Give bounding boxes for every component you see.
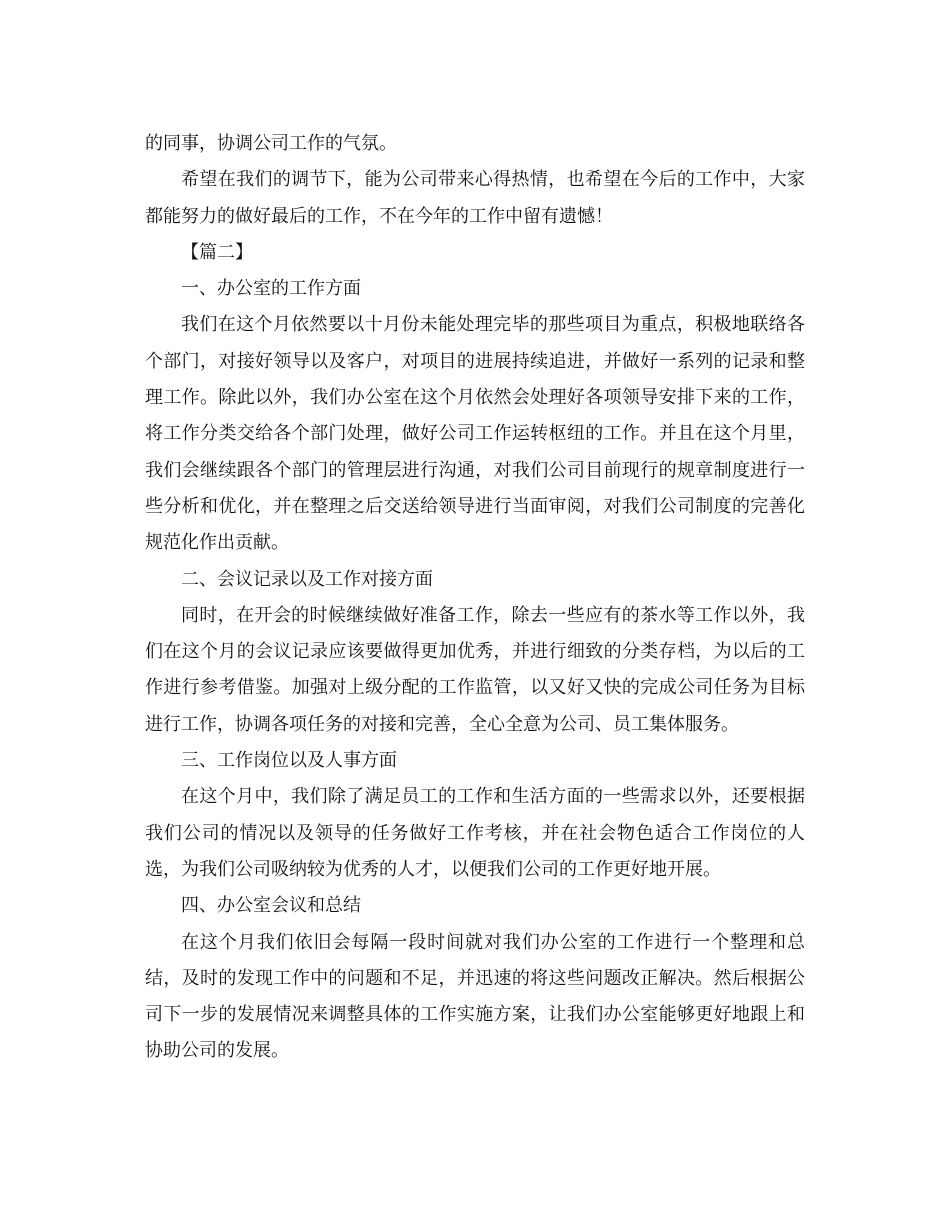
closing-paragraph: 希望在我们的调节下，能为公司带来心得热情，也希望在今后的工作中，大家都能努力的做好最后的工作，不在今年的工作中留有遗憾！ xyxy=(145,169,805,227)
section-heading-meetings-summary: 四、办公室会议和总结 xyxy=(181,895,361,917)
section-heading-office-work: 一、办公室的工作方面 xyxy=(181,278,361,300)
section-heading-meeting-records: 二、会议记录以及工作对接方面 xyxy=(181,568,433,590)
section-heading-personnel: 三、工作岗位以及人事方面 xyxy=(181,750,397,772)
section-body-meetings-summary: 在这个月我们依旧会每隔一段时间就对我们办公室的工作进行一个整理和总结，及时的发现工作中的问题和不足，并迅速的将这些问题改正解决。然后根据公司下一步的发展情况来调整具体的工作实施方案，让我们办公室能够更好地跟上和协助公司的发展。 xyxy=(145,931,805,1062)
continuation-paragraph: 的同事，协调公司工作的气氛。 xyxy=(145,133,397,154)
section-body-office-work: 我们在这个月依然要以十月份未能处理完毕的那些项目为重点，积极地联络各个部门，对接好领导以及客户，对项目的进展持续追进，并做好一系列的记录和整理工作。除此以外，我们办公室在这个月依然会处理好各项领导安排下来的工作，将工作分类交给各个部门处理，做好公司工作运转枢纽的工作。并且在这个月里，我们会继续跟各个部门的管理层进行沟通，对我们公司目前现行的规章制度进行一些分析和优化，并在整理之后交送给领导进行当面审阅，对我们公司制度的完善化规范化作出贡献。 xyxy=(145,314,805,554)
section-marker: 【篇二】 xyxy=(181,241,253,263)
section-body-meeting-records: 同时，在开会的时候继续做好准备工作，除去一些应有的茶水等工作以外，我们在这个月的会议记录应该要做得更加优秀，并进行细致的分类存档，为以后的工作进行参考借鉴。加强对上级分配的工作监管，以又好又快的完成公司任务为目标进行工作，协调各项任务的对接和完善，全心全意为公司、员工集体服务。 xyxy=(145,604,805,735)
document-page xyxy=(145,126,805,1070)
section-body-personnel: 在这个月中，我们除了满足员工的工作和生活方面的一些需求以外，还要根据我们公司的情况以及领导的任务做好工作考核，并在社会物色适合工作岗位的人选，为我们公司吸纳较为优秀的人才，以便我们公司的工作更好地开展。 xyxy=(145,786,805,880)
